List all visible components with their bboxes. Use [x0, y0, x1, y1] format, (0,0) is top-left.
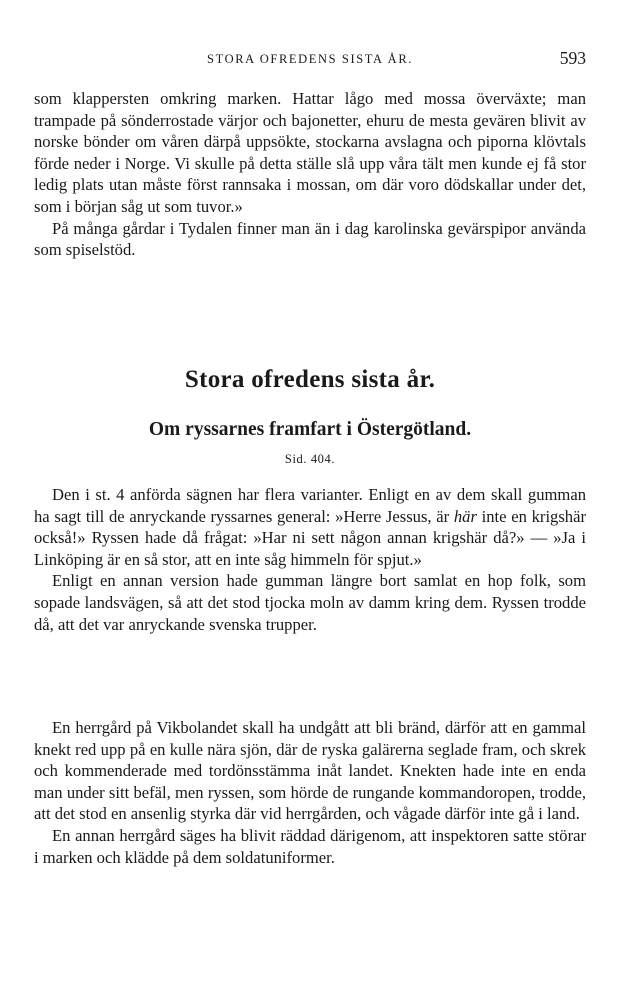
section-subtitle: Om ryssarnes framfart i Östergötland. — [148, 419, 472, 440]
book-page — [34, 0, 586, 992]
running-header — [34, 48, 586, 72]
paragraph-dust-cloud: Enligt en annan version hade gumman längre bort samlat en hop folk, som sopade landsvägen, så att det stod tjocka moln av damm kring dem. Ryssen trodde då, att det var anryckande svenska trupper. — [34, 571, 586, 634]
variants-text-part1: Den i st. 4 anförda sägnen har flera varianter. Enligt en av dem skall gumman ha sagt till de anryckande ryssarnes general: »Herre Jessus, är — [34, 485, 586, 526]
page-reference: Sid. 404. — [284, 452, 336, 466]
page-number: 593 — [559, 48, 586, 68]
continued-text-block — [34, 88, 586, 261]
variants-text-block — [34, 484, 586, 635]
paragraph-variants — [34, 484, 586, 570]
manor-text-block — [34, 717, 586, 868]
paragraph-continued: som klappersten omkring marken. Hattar lågo med mossa överväxte; man trampade på sönderrostade värjor och bajonetter, ehuru de mesta gevären blivit av norske bönder om våren därpå uppsökte, stockarna avslagna och piporna klövtals förde neder i Norge. Vi skulle på detta ställe slå upp våra tält men kunde ej få stor ledig plats utan måste först rannsaka i mossan, om där voro dödskallar under det, som i början såg ut som tuvor.» — [34, 89, 586, 216]
paragraph-inspector: En annan herrgård säges ha blivit räddad därigenom, att inspektoren satte störar i marken och klädde på dem soldatuniformer. — [34, 825, 586, 867]
emphasized-word: här — [453, 506, 477, 526]
paragraph-tydalen: På många gårdar i Tydalen finner man än i dag karolinska gevärspipor använda som spiselstöd. — [34, 218, 586, 260]
running-title: STORA OFREDENS SISTA ÅR. — [207, 52, 413, 66]
section-title: Stora ofredens sista år. — [184, 366, 436, 393]
paragraph-vikbolandet: En herrgård på Vikbolandet skall ha undgått att bli bränd, därför att en gammal knekt red upp på en kulle nära sjön, där de ryska galärerna seglade fram, och skrek och kommenderade med tordönsstämma inåt landet. Knekten hade inte en enda man under sitt befäl, men ryssen, som hörde de rungande kommandoropen, trodde, att det stod en ansenlig styrka där vid herrgården, och vågade därför inte gå i land. — [34, 718, 586, 824]
variants-text-part2: inte en krigshär också!» Ryssen hade då frågat: »Har ni sett någon annan krigshär då?» — »Ja i Linköping är en så stor, att en inte såg himmeln för spjut.» — [34, 506, 586, 569]
